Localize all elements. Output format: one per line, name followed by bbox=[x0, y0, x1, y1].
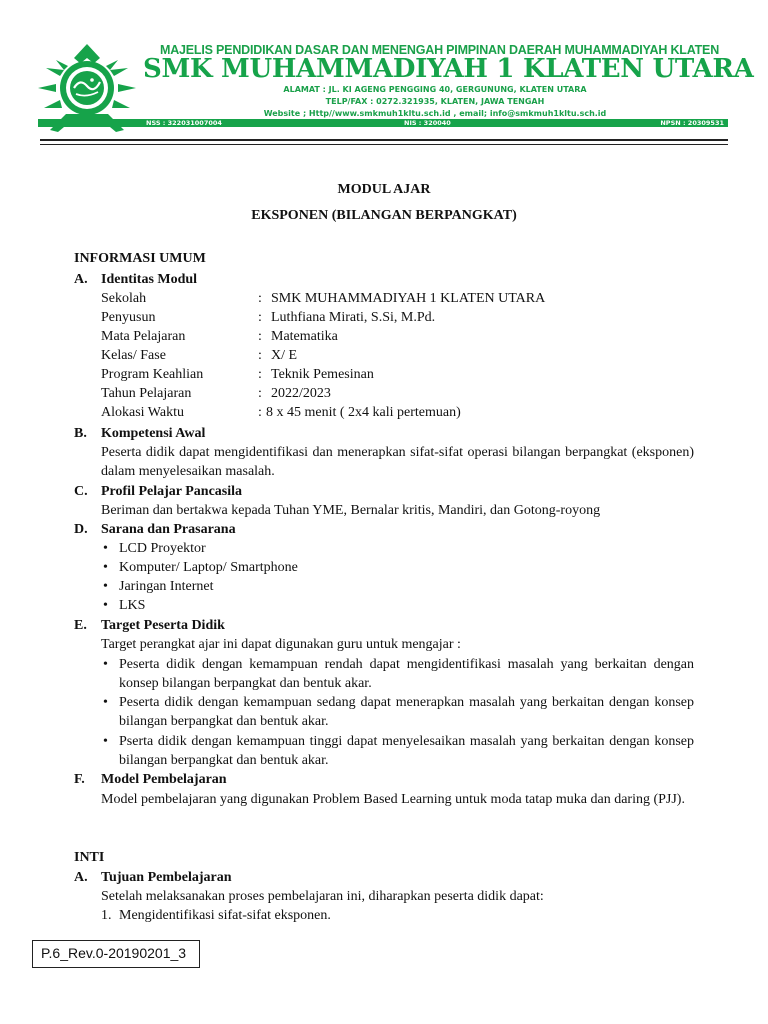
identity-value: Teknik Pemesinan bbox=[271, 367, 374, 382]
target-item: Peserta didik dengan kemampuan sedang dapat menerapkan masalah yang berkaitan dengan konsep bilangan berpangkat dan bentuk akar. bbox=[119, 695, 694, 729]
identity-sep: : bbox=[258, 386, 262, 401]
section-letter: B. bbox=[74, 426, 87, 441]
header-rule-thin bbox=[40, 144, 728, 145]
target-item: Pserta didik dengan kemampuan tinggi dapat menyelesaikan masalah yang berkaitan dengan konsep bilangan berpangkat dan bentuk akar. bbox=[119, 734, 694, 768]
bullet-icon: • bbox=[103, 734, 108, 749]
identity-value: Matematika bbox=[271, 329, 338, 344]
heading-informasi-umum: INFORMASI UMUM bbox=[74, 251, 206, 266]
doc-title: MODUL AJAR bbox=[337, 182, 431, 197]
identity-label: Kelas/ Fase bbox=[101, 348, 166, 363]
letterhead-npsn: NPSN : 20309531 bbox=[660, 119, 724, 127]
sarana-item: Komputer/ Laptop/ Smartphone bbox=[119, 560, 298, 575]
section-heading-target: Target Peserta Didik bbox=[101, 618, 225, 633]
section-heading-tujuan: Tujuan Pembelajaran bbox=[101, 870, 232, 885]
identity-value: SMK MUHAMMADIYAH 1 KLATEN UTARA bbox=[271, 291, 546, 306]
letterhead-nss: NSS : 322031007004 bbox=[146, 119, 222, 127]
tujuan-intro: Setelah melaksanakan proses pembelajaran ini, diharapkan peserta didik dapat: bbox=[101, 889, 544, 904]
letterhead-school-name: SMK MUHAMMADIYAH 1 KLATEN UTARA bbox=[143, 54, 754, 84]
bullet-icon: • bbox=[103, 598, 108, 613]
identity-value: 8 x 45 menit ( 2x4 kali pertemuan) bbox=[266, 405, 461, 420]
identity-sep: : bbox=[258, 348, 262, 363]
sarana-item: Jaringan Internet bbox=[119, 579, 214, 594]
identity-sep: : bbox=[258, 329, 262, 344]
identity-value: Luthfiana Mirati, S.Si, M.Pd. bbox=[271, 310, 436, 325]
section-heading-sarana: Sarana dan Prasarana bbox=[101, 522, 236, 537]
letterhead-nis: NIS : 320040 bbox=[404, 119, 451, 127]
target-intro: Target perangkat ajar ini dapat digunakan guru untuk mengajar : bbox=[101, 637, 461, 652]
identity-label: Mata Pelajaran bbox=[101, 329, 186, 344]
section-heading-kompetensi: Kompetensi Awal bbox=[101, 426, 206, 441]
letterhead-address-block bbox=[195, 84, 675, 120]
identity-sep: : bbox=[258, 405, 262, 420]
model-text: Model pembelajaran yang digunakan Problem Based Learning untuk moda tatap muka dan daring (PJJ). bbox=[101, 792, 685, 807]
identity-label: Alokasi Waktu bbox=[101, 405, 184, 420]
letterhead-phone: TELP/FAX : 0272.321935, KLATEN, JAWA TENGAH bbox=[325, 97, 545, 106]
doc-subtitle: EKSPONEN (BILANGAN BERPANGKAT) bbox=[251, 208, 517, 223]
kompetensi-text: Peserta didik dapat mengidentifikasi dan menerapkan sifat-sifat operasi bilangan berpangkat (eksponen) dalam menyelesaikan masalah. bbox=[101, 445, 694, 479]
tujuan-number: 1. bbox=[101, 908, 112, 923]
profil-text: Beriman dan bertakwa kepada Tuhan YME, Bernalar kritis, Mandiri, dan Gotong-royong bbox=[101, 503, 601, 518]
section-heading-identitas: Identitas Modul bbox=[101, 272, 198, 287]
identity-sep: : bbox=[258, 291, 262, 306]
identity-label: Sekolah bbox=[101, 291, 147, 306]
section-letter: A. bbox=[74, 272, 88, 287]
bullet-icon: • bbox=[103, 579, 108, 594]
identity-label: Penyusun bbox=[101, 310, 156, 325]
identity-value: 2022/2023 bbox=[271, 386, 331, 401]
header-rule-thick bbox=[40, 139, 728, 141]
letterhead-address: ALAMAT : JL. KI AGENG PENGGING 40, GERGUNUNG, KLATEN UTARA bbox=[283, 85, 587, 94]
letterhead-web: Website ; Http//www.smkmuh1kltu.sch.id , email; info@smkmuh1kltu.sch.id bbox=[263, 109, 607, 118]
identity-value: X/ E bbox=[271, 348, 298, 363]
bullet-icon: • bbox=[103, 695, 108, 710]
bullet-icon: • bbox=[103, 541, 108, 556]
section-letter: D. bbox=[74, 522, 88, 537]
bullet-icon: • bbox=[103, 560, 108, 575]
target-item: Peserta didik dengan kemampuan rendah dapat mengidentifikasi masalah yang berkaitan dengan konsep bilangan berpangkat dan bentuk akar. bbox=[119, 657, 694, 691]
identity-sep: : bbox=[258, 367, 262, 382]
bullet-icon: • bbox=[103, 657, 108, 672]
document-code-box: P.6_Rev.0-20190201_3 bbox=[32, 940, 200, 968]
section-heading-profil: Profil Pelajar Pancasila bbox=[101, 484, 243, 499]
identity-sep: : bbox=[258, 310, 262, 325]
section-letter: A. bbox=[74, 870, 88, 885]
identity-label: Tahun Pelajaran bbox=[101, 386, 192, 401]
sarana-item: LKS bbox=[119, 598, 146, 613]
tujuan-item: Mengidentifikasi sifat-sifat eksponen. bbox=[119, 908, 331, 923]
identity-label: Program Keahlian bbox=[101, 367, 204, 382]
section-letter: F. bbox=[74, 772, 85, 787]
section-letter: E. bbox=[74, 618, 87, 633]
sarana-item: LCD Proyektor bbox=[119, 541, 206, 556]
section-letter: C. bbox=[74, 484, 88, 499]
heading-inti: INTI bbox=[74, 850, 105, 865]
section-heading-model: Model Pembelajaran bbox=[101, 772, 227, 787]
letterhead-org-line: MAJELIS PENDIDIKAN DASAR DAN MENENGAH PIMPINAN DAERAH MUHAMMADIYAH KLATEN bbox=[160, 43, 720, 57]
letterhead-id-row bbox=[146, 119, 724, 128]
